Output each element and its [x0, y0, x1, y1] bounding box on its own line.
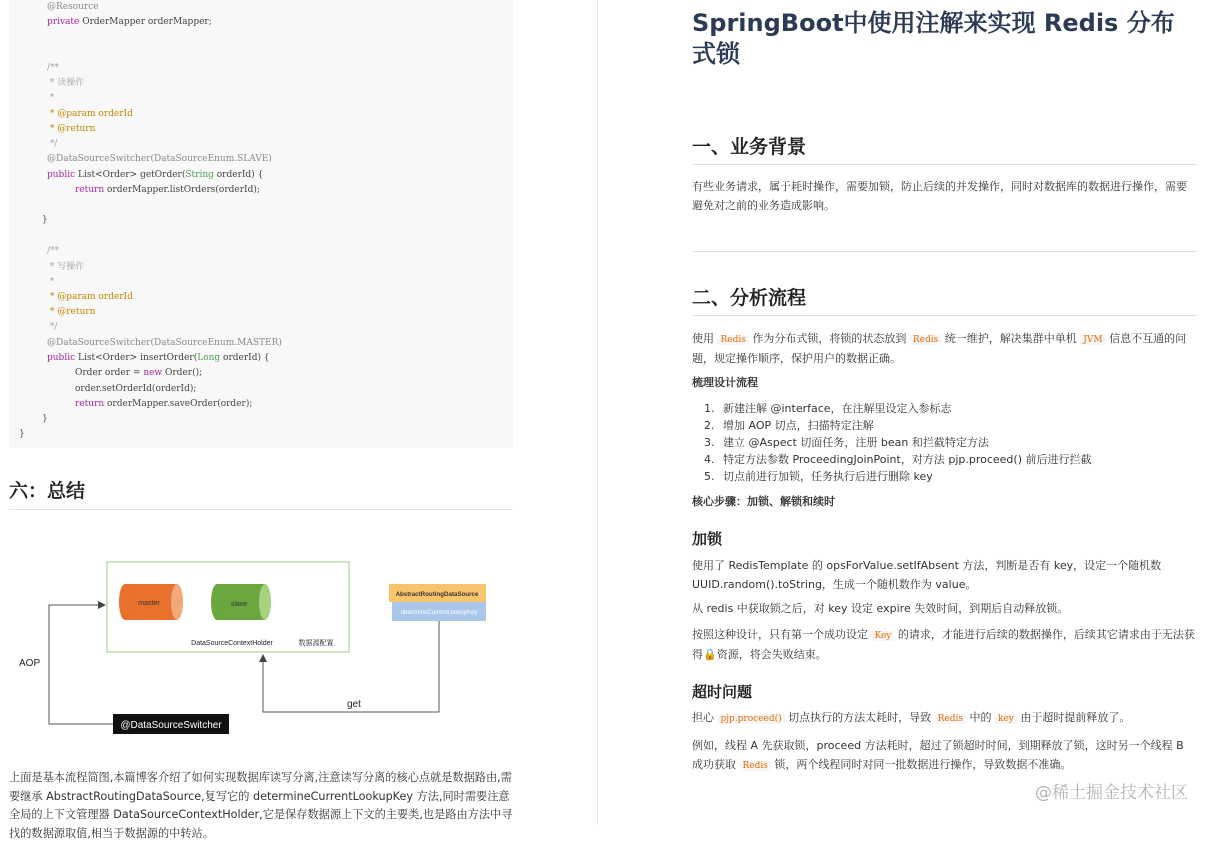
inline-code-proceed: pjp.proceed(): [718, 714, 785, 724]
step-text: 切点前进行加锁，任务执行后进行删除 key: [723, 470, 933, 483]
code-line: [42, 213, 48, 228]
step-text: 新建注解 @interface，在注解里设定入参标志: [723, 402, 952, 415]
step-number: 3.: [704, 436, 715, 449]
code-token: order.setOrderId(orderId);: [75, 384, 197, 394]
inline-code-redis: Redis: [910, 335, 941, 345]
code-token: Order order =: [75, 368, 144, 378]
code-line: [47, 122, 95, 137]
code-token: /**: [47, 246, 60, 256]
code-line: [75, 382, 196, 397]
heading-underline: [692, 315, 1197, 316]
switcher-annotation-label: @DataSourceSwitcher: [120, 720, 222, 731]
code-token: Long: [197, 353, 221, 363]
code-token: * @return: [47, 307, 96, 317]
code-token: public: [47, 353, 78, 363]
paragraph-lock-1: 使用了 RedisTemplate 的 opsForValue.setIfAbsent 方法，判断是否有 key，设定一个随机数 UUID.random().toString，生成一个随机数作为 value。: [692, 559, 1162, 591]
heading-lock: 加锁: [692, 530, 723, 548]
code-token: orderMapper.listOrders(orderId);: [107, 185, 260, 195]
code-line: [47, 91, 54, 106]
code-line: [47, 320, 57, 335]
code-token: List<Order> getOrder(: [77, 170, 186, 180]
code-token: @Resource: [47, 2, 99, 12]
code-token: return: [75, 185, 108, 195]
step-number: 1.: [704, 402, 715, 415]
code-token: * 写操作: [47, 262, 85, 272]
paragraph-lock-3: 按照这种设计，只有第一个成功设定 Key 的请求，才能进行后续的数据操作，后续其它请求由于无法获得🔒资源，将会失败结束。: [692, 628, 1195, 661]
section-divider: [9, 509, 513, 510]
code-token: }: [42, 414, 48, 424]
step-text: 特定方法参数 ProceedingJoinPoint，对方法 pjp.proceed() 前后进行拦截: [723, 453, 1092, 466]
code-line: [47, 290, 133, 305]
inline-code-key: Key: [872, 631, 895, 641]
step-number: 4.: [704, 453, 715, 466]
design-step-item: [704, 451, 1092, 468]
site-watermark: @稀土掘金技术社区: [1035, 783, 1188, 803]
design-step-item: [704, 417, 1092, 434]
code-line: [19, 427, 25, 442]
summary-paragraph: 上面是基本流程简图,本篇博客介绍了如何实现数据库读写分离,注意读写分离的核心点就是数据路由,需要继承 AbstractRoutingDataSource,复写它的 determineCurrentLookupKey 方法,同时需要注意全局的上下文管理器 DataSourceContextHolder,它是保存数据源上下文的主要类,也是路由方法中寻找的数据源取值,相当于数据源的中转站。: [9, 771, 513, 840]
code-token: }: [42, 215, 48, 225]
heading-underline: [692, 164, 1197, 165]
code-token: new: [143, 368, 165, 378]
code-token: * @return: [47, 124, 96, 134]
code-token: *: [47, 93, 55, 103]
code-line: [47, 152, 272, 167]
get-label: get: [347, 699, 361, 710]
code-line: [47, 275, 54, 290]
context-holder-label: DataSourceContextHolder: [191, 640, 273, 647]
code-line: [47, 76, 84, 91]
code-token: /**: [47, 63, 60, 73]
step-number: 2.: [704, 419, 715, 432]
heading-timeout: 超时问题: [692, 683, 753, 701]
paragraph-lock-2: 从 redis 中获取锁之后，对 key 设定 expire 失效时间，到期后自动释放锁。: [692, 602, 1069, 615]
code-token: * 读操作: [47, 78, 85, 88]
paragraph-process: 使用 Redis 作为分布式锁，将锁的状态放到 Redis 统一维护，解决集群中单机 JVM 信息不互通的问题，规定操作顺序，保护用户的数据正确。: [692, 332, 1187, 365]
code-token: Order();: [165, 368, 203, 378]
design-flow-label: 梳理设计流程: [692, 376, 758, 389]
code-token: OrderMapper orderMapper;: [82, 17, 212, 27]
code-line: [47, 260, 84, 275]
datasource-flow-diagram: [9, 545, 513, 745]
design-steps-list: [704, 400, 1092, 485]
code-token: public: [47, 170, 78, 180]
heading-analysis-process: 二、分析流程: [692, 287, 807, 309]
code-line: [47, 168, 263, 183]
code-line: [42, 412, 48, 427]
master-label: master: [138, 600, 160, 607]
code-token: }: [19, 429, 25, 439]
code-token: orderId) {: [213, 170, 264, 180]
code-token: String: [185, 170, 214, 180]
slave-cylinder: [211, 584, 271, 620]
datasource-config-label: 数据源配置: [298, 639, 334, 647]
code-token: orderId) {: [220, 353, 270, 363]
code-token: List<Order> insertOrder(: [77, 353, 198, 363]
paragraph-timeout-1: 担心 pjp.proceed() 切点执行的方法太耗时，导致 Redis 中的 key 由于超时提前释放了。: [692, 711, 1131, 724]
code-line: [47, 351, 270, 366]
slave-label: slave: [230, 601, 248, 608]
code-token: private: [47, 17, 83, 27]
article-title: SpringBoot中使用注解来实现 Redis 分布式锁: [692, 9, 1175, 68]
inline-code-jvm: JVM: [1080, 335, 1105, 345]
routing-datasource-label: AbstractRoutingDataSource: [395, 591, 479, 598]
master-cylinder: [119, 584, 183, 620]
section-divider: [692, 251, 1197, 252]
code-line: [47, 244, 59, 259]
inline-code-redis: Redis: [740, 761, 771, 771]
step-number: 5.: [704, 470, 715, 483]
section-title-summary: 六：总结: [9, 480, 86, 502]
step-text: 建立 @Aspect 切面任务，注册 bean 和拦截特定方法: [723, 436, 989, 449]
code-token: @DataSourceSwitcher(DataSourceEnum.MASTER): [47, 338, 282, 348]
paragraph-timeout-2: 例如，线程 A 先获取锁，proceed 方法耗时，超过了锁超时时间，到期释放了锁，这时另一个线程 B 成功获取 Redis 锁，两个线程同时对同一批数据进行操作，导致数据不准确。: [692, 739, 1184, 771]
code-line: [75, 397, 252, 412]
code-token: * @param orderId: [47, 109, 133, 119]
code-token: */: [47, 139, 58, 149]
right-article-column: [692, 0, 1197, 825]
code-line: [47, 305, 95, 320]
column-divider: [597, 0, 598, 825]
code-line: [47, 336, 282, 351]
code-line: [47, 15, 212, 30]
heading-business-background: 一、业务背景: [692, 136, 807, 158]
code-line: [47, 61, 59, 76]
inline-code-redis: Redis: [718, 335, 749, 345]
code-token: */: [47, 322, 58, 332]
design-step-item: [704, 400, 1092, 417]
inline-code-redis: Redis: [935, 714, 966, 724]
design-step-item: [704, 468, 1092, 485]
code-token: @DataSourceSwitcher(DataSourceEnum.SLAVE): [47, 154, 272, 164]
code-token: *: [47, 277, 55, 287]
code-token: orderMapper.saveOrder(order);: [107, 399, 253, 409]
aop-label: AOP: [19, 658, 41, 669]
core-steps-label: 核心步骤：加锁、解锁和续时: [692, 495, 835, 508]
design-step-item: [704, 434, 1092, 451]
left-article-column: [0, 0, 522, 840]
step-text: 增加 AOP 切点，扫描特定注解: [723, 419, 874, 432]
inline-code-key: key: [995, 714, 1017, 724]
code-token: return: [75, 399, 108, 409]
code-block: [9, 0, 513, 448]
code-line: [75, 183, 260, 198]
code-line: [47, 137, 57, 152]
lookup-key-label: determineCurrentLookupKey: [400, 610, 478, 616]
code-line: [47, 0, 99, 15]
code-line: [75, 366, 202, 381]
code-token: * @param orderId: [47, 292, 133, 302]
code-line: [47, 107, 133, 122]
paragraph-background: 有些业务请求，属于耗时操作，需要加锁，防止后续的并发操作，同时对数据库的数据进行操作，需要避免对之前的业务造成影响。: [692, 180, 1187, 212]
